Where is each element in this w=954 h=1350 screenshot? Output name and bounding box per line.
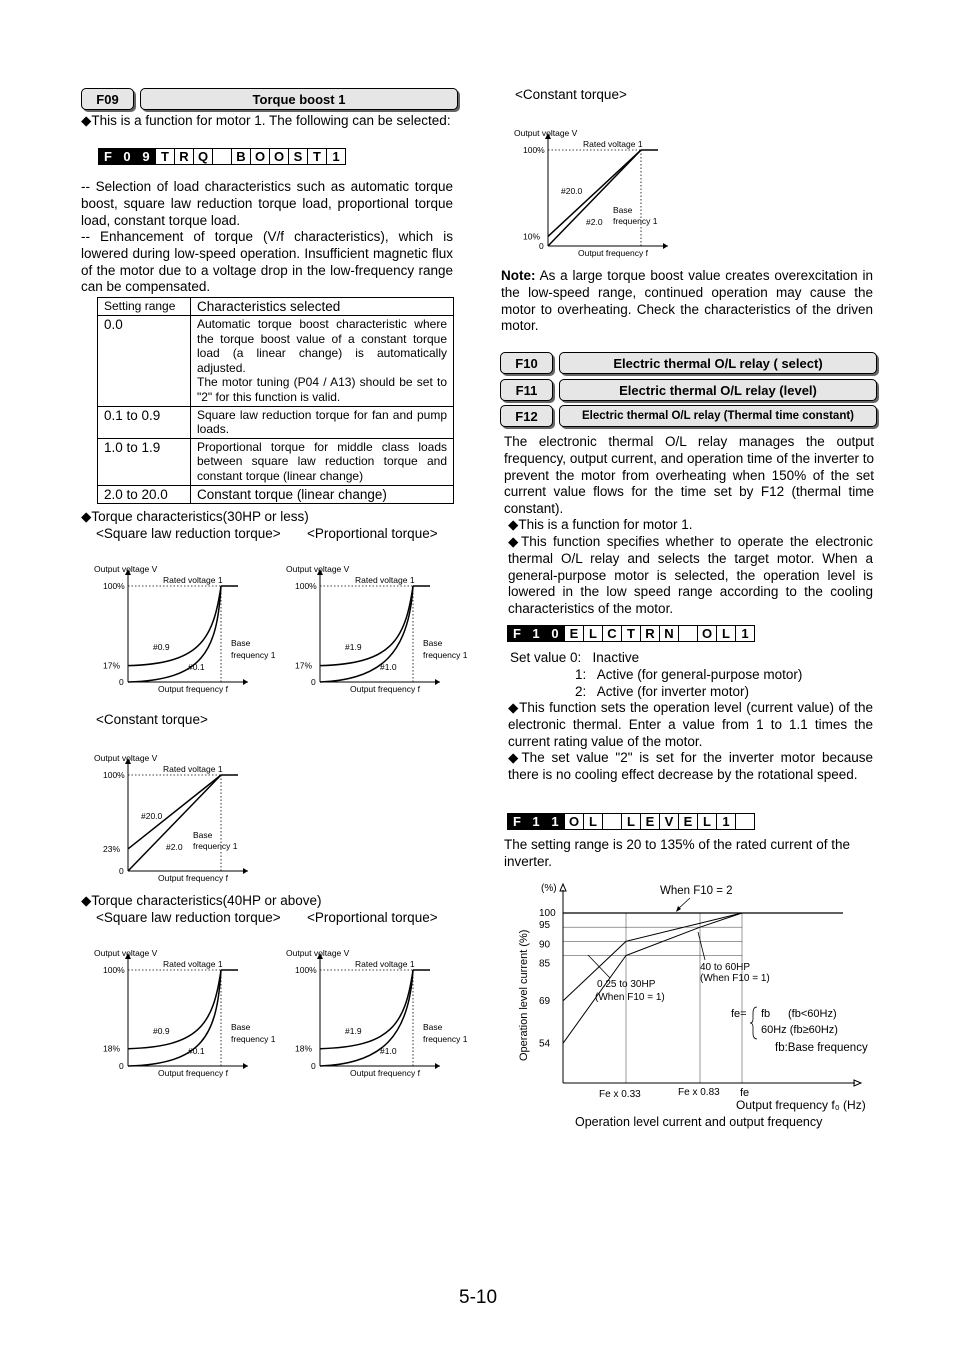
f09-code: F09 (96, 91, 119, 107)
f10-bullet-2: ◆This function specifies whether to operate the electronic thermal O/L relay and selects the target motor. When a general-purpose motor is selected, the operation level is lowered in the low speed range according to the cooling characteristics of the motor. (508, 534, 873, 617)
base-label: Base (613, 205, 633, 215)
lcd-char: T (621, 625, 641, 642)
annot-f10-2: When F10 = 2 (660, 885, 733, 897)
lcd-char: 0 (545, 625, 565, 642)
desc-text: Automatic torque boost characteristic where the torque boost value of a constant torque load (a linear change) is automatically adjusted. (197, 317, 447, 375)
low-pct-label: 10% (523, 231, 541, 242)
pct100-label: 100% (295, 965, 317, 975)
fb-line-1: fb (761, 1008, 771, 1020)
low-pct-label: 18% (295, 1043, 313, 1054)
f10-lcd-display (508, 625, 755, 642)
low-pct-label: 17% (295, 660, 313, 671)
y-tick-label: 69 (539, 995, 551, 1007)
range-cell: 2.0 to 20.0 (98, 485, 191, 503)
f11-description: The setting range is 20 to 135% of the rated current of the inverter. (504, 837, 850, 869)
fout-label: Output frequency f (158, 684, 228, 694)
tc40-prop-label: <Proportional torque> (307, 910, 438, 925)
tc40-heading: ◆Torque characteristics(40HP or above) (81, 893, 322, 908)
lcd-char: L (716, 625, 736, 642)
desc-cell: Constant torque (linear change) (191, 485, 454, 503)
tc30-sq-label: <Square law reduction torque> (96, 526, 281, 541)
rated-label: Rated voltage 1 (583, 139, 643, 149)
pct100-label: 100% (523, 145, 545, 155)
lcd-char: R (174, 148, 194, 165)
tc40-sq-label: <Square law reduction torque> (96, 910, 281, 925)
f10-title: Electric thermal O/L relay ( select) (613, 355, 823, 371)
y-axis-title: Operation level current (%) (518, 929, 530, 1061)
right-const-label: <Constant torque> (515, 87, 627, 102)
vout-label: Output voltage V (514, 128, 578, 138)
f09-intro: ◆This is a function for motor 1. The following can be selected: (81, 113, 451, 128)
y-tick-label: 90 (539, 939, 551, 951)
desc-cell: Proportional torque for middle class loads between square law reduction torque and constant torque (linear change) (191, 438, 454, 485)
f12-title: Electric thermal O/L relay (Thermal time constant) (581, 410, 855, 422)
lcd-char: V (659, 813, 679, 830)
zero-label: 0 (119, 1061, 124, 1071)
x-arrow (243, 679, 248, 685)
desc-text-2: The motor tuning (P04 / A13) should be set to "2" for this function is valid. (197, 375, 447, 404)
base-label-2: frequency 1 (613, 216, 658, 226)
rated-label: Rated voltage 1 (355, 959, 415, 969)
pct100-label: 100% (103, 965, 125, 975)
lcd-char (735, 813, 755, 830)
setting-high-label: #0.9 (153, 642, 170, 652)
x-tick-label: Fe x 0.33 (599, 1089, 641, 1100)
curve-high (128, 586, 221, 666)
zero-label: 0 (311, 677, 316, 687)
tc30-heading: ◆Torque characteristics(30HP or less) (81, 509, 309, 524)
x-arrow (243, 868, 248, 874)
base-label-2: frequency 1 (231, 1034, 276, 1044)
rated-label: Rated voltage 1 (163, 959, 223, 969)
f11-code: F11 (515, 382, 538, 398)
lcd-char: C (602, 625, 622, 642)
vout-label: Output voltage V (94, 948, 158, 958)
lcd-char: 9 (136, 148, 156, 165)
base-label-2: frequency 1 (193, 841, 238, 851)
f09-dash2: -- Enhancement of torque (V/f characteristics), which is lowered during low-speed operation. Insufficient magnetic flux of the motor due to a voltage drop in the low-frequency range can be compensated. (81, 229, 453, 295)
lcd-char: 1 (526, 625, 546, 642)
range-cell: 0.0 (98, 316, 191, 407)
pct100-label: 100% (103, 581, 125, 591)
vout-label: Output voltage V (94, 753, 158, 763)
range-cell: 0.1 to 0.9 (98, 406, 191, 438)
curve-high (128, 970, 221, 1049)
f10-code-box (500, 352, 553, 374)
fout-label: Output frequency f (158, 1068, 228, 1078)
lcd-char: 1 (716, 813, 736, 830)
y-tick-label: 95 (539, 920, 551, 932)
chart-title: Operation level current and output frequency (575, 1115, 823, 1129)
lcd-char: B (231, 148, 251, 165)
vf-graph (94, 753, 248, 883)
vout-label: Output voltage V (286, 564, 350, 574)
setting-high-label: #0.9 (153, 1026, 170, 1036)
base-label: Base (231, 1022, 251, 1032)
annot-025-30: 0.25 to 30HP (597, 979, 656, 990)
f10-title-box (559, 352, 877, 374)
f11-title-box (559, 379, 877, 401)
setting-high-label: #1.9 (345, 1026, 362, 1036)
pct100-label: 100% (103, 770, 125, 780)
lcd-char: T (155, 148, 175, 165)
note-text: As a large torque boost value creates overexcitation in the low-speed range, continued operation may cause the motor to overheating. Check the characteristics of the driven motor. (501, 268, 873, 334)
x-arrow (663, 243, 668, 249)
setting-low-label: #1.0 (380, 1046, 397, 1056)
lcd-char: 0 (117, 148, 137, 165)
lcd-char: L (697, 813, 717, 830)
f10-setvalue-0: Set value 0: Inactive (510, 650, 640, 665)
low-pct-label: 23% (103, 843, 121, 854)
base-label-2: frequency 1 (231, 650, 276, 660)
y-tick-label: 100 (539, 908, 556, 919)
base-label: Base (423, 1022, 443, 1032)
setting-high-label: #20.0 (141, 811, 163, 821)
lcd-char: L (583, 813, 603, 830)
f10-bullet-4: ◆The set value "2" is set for the inverter motor because there is no cooling effect decrease by the rotational speed. (508, 750, 873, 782)
x-arrow (435, 679, 440, 685)
base-label-2: frequency 1 (423, 650, 468, 660)
f09-dash1: -- Selection of load characteristics such as automatic torque boost, square law reduction torque load, proportional torque load, constant torque load. (81, 179, 453, 228)
zero-label: 0 (119, 866, 124, 876)
setting-low-label: #0.1 (188, 662, 205, 672)
lcd-char: 1 (545, 813, 565, 830)
curve-high (320, 970, 413, 1049)
y-arrow (560, 884, 566, 891)
lcd-char: 1 (326, 148, 346, 165)
setting-low-label: #2.0 (166, 842, 183, 852)
table-header-char: Characteristics selected (191, 298, 454, 316)
f09-title: Torque boost 1 (252, 91, 346, 107)
lcd-char: E (640, 813, 660, 830)
fb-base-label: fb:Base frequency (775, 1042, 868, 1054)
curve-high (320, 586, 413, 666)
y-tick-label: 85 (539, 958, 551, 970)
curve-low (548, 150, 641, 246)
f10-description: The electronic thermal O/L relay manages the output frequency, output current, and operation time of the inverter to prevent the motor from overheating when 150% of the set current value flows for the time set by F12 (thermal time constant). (504, 434, 874, 517)
base-label: Base (193, 830, 213, 840)
base-label-2: frequency 1 (423, 1034, 468, 1044)
vf-graph (94, 948, 276, 1078)
vf-graph (94, 564, 276, 694)
note-label: Note: (501, 268, 536, 283)
lcd-char: O (564, 813, 584, 830)
y-tick-label: 54 (539, 1038, 551, 1050)
f12-code: F12 (515, 408, 538, 424)
x-arrow (435, 1063, 440, 1069)
lcd-char: E (678, 813, 698, 830)
zero-label: 0 (539, 241, 544, 251)
annot-40-60b: (When F10 = 1) (700, 973, 770, 984)
lcd-char: O (697, 625, 717, 642)
annot-025-30b: (When F10 = 1) (595, 992, 665, 1003)
x-tick-label: Fe x 0.83 (678, 1087, 720, 1098)
f12-code-box (500, 405, 553, 427)
lcd-char: F (507, 813, 527, 830)
pct100-label: 100% (295, 581, 317, 591)
lcd-char: 1 (735, 625, 755, 642)
lcd-char (678, 625, 698, 642)
fout-label: Output frequency f (350, 684, 420, 694)
rated-label: Rated voltage 1 (163, 575, 223, 585)
curve-low (128, 775, 221, 871)
zero-label: 0 (119, 677, 124, 687)
fout-label: Output frequency f (578, 248, 648, 258)
f11-code-box (500, 379, 553, 401)
f10-bullet-3: ◆This function sets the operation level (current value) of the electronic thermal. Enter a value from 1 to 1.1 times the current rating value of the motor. (508, 700, 873, 749)
lcd-char: O (250, 148, 270, 165)
lcd-char: L (583, 625, 603, 642)
lcd-char: Q (193, 148, 213, 165)
fout-label: Output frequency f (350, 1068, 420, 1078)
lcd-char: E (564, 625, 584, 642)
lcd-char: T (307, 148, 327, 165)
tc30-const-label: <Constant torque> (96, 712, 208, 727)
desc-cell: Square law reduction torque for fan and pump loads. (191, 406, 454, 438)
lcd-char: S (288, 148, 308, 165)
setting-low-label: #0.1 (188, 1046, 205, 1056)
setting-low-label: #2.0 (586, 217, 603, 227)
setting-high-label: #20.0 (561, 186, 583, 196)
annot-arrow (698, 932, 705, 960)
tc30-prop-label: <Proportional torque> (307, 526, 438, 541)
lcd-char: N (659, 625, 679, 642)
f12-title-box (559, 405, 877, 427)
page-number: 5-10 (459, 1287, 498, 1308)
f11-lcd-display (508, 813, 755, 830)
setting-low-label: #1.0 (380, 662, 397, 672)
lcd-char: R (640, 625, 660, 642)
y-unit-label: (%) (541, 883, 557, 894)
lcd-char: O (269, 148, 289, 165)
f11-title: Electric thermal O/L relay (level) (619, 382, 817, 398)
vf-graph (514, 128, 668, 258)
brace (750, 1007, 757, 1039)
lcd-char: L (621, 813, 641, 830)
low-pct-label: 17% (103, 660, 121, 671)
setting-high-label: #1.9 (345, 642, 362, 652)
vout-label: Output voltage V (286, 948, 350, 958)
base-label: Base (423, 638, 443, 648)
vout-label: Output voltage V (94, 564, 158, 574)
f10-code: F10 (515, 355, 538, 371)
lcd-char: F (98, 148, 118, 165)
fout-label: Output frequency f (158, 873, 228, 883)
vf-graph (286, 948, 468, 1078)
f10-setvalue-1: 1: Active (for general-purpose motor) (575, 667, 803, 682)
annot-40-60: 40 to 60HP (700, 962, 751, 973)
fb-cond-1: (fb<60Hz) (788, 1008, 837, 1020)
x-arrow (854, 1080, 861, 1086)
lcd-char: 1 (526, 813, 546, 830)
table-header-range: Setting range (98, 298, 191, 316)
fe-eq: fe= (731, 1008, 747, 1020)
x-arrow (243, 1063, 248, 1069)
f10-setvalue-2: 2: Active (for inverter motor) (575, 684, 750, 699)
x-axis-title: Output frequency f₀ (Hz) (736, 1098, 866, 1112)
zero-label: 0 (311, 1061, 316, 1071)
x-tick-label: fe (740, 1087, 750, 1099)
low-pct-label: 18% (103, 1043, 121, 1054)
rated-label: Rated voltage 1 (355, 575, 415, 585)
rated-label: Rated voltage 1 (163, 764, 223, 774)
lcd-char: F (507, 625, 527, 642)
base-label: Base (231, 638, 251, 648)
vf-graph (286, 564, 468, 694)
lcd-char (602, 813, 622, 830)
note-paragraph (501, 268, 873, 335)
fb-line-2: 60Hz (fb≥60Hz) (761, 1024, 838, 1036)
range-cell: 1.0 to 1.9 (98, 438, 191, 485)
operation-level-chart (505, 875, 885, 1135)
f10-bullet-1: ◆This is a function for motor 1. (508, 517, 693, 532)
